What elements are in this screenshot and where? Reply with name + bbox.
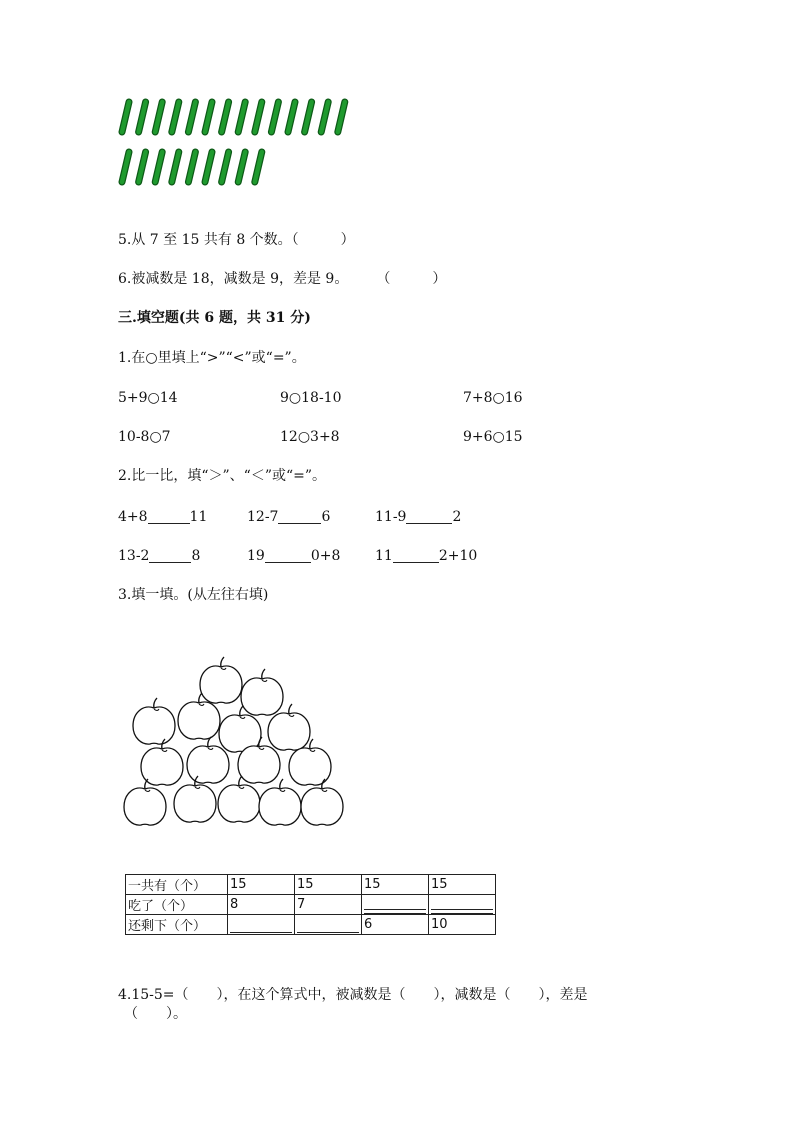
apple-icon (124, 779, 166, 825)
answer-line (364, 909, 426, 914)
problem-2-title: 2.比一比，填“＞”、“＜”或“=”。 (118, 468, 327, 484)
table-cell: 15 (228, 875, 295, 895)
table-cell: 还剩下（个） (126, 915, 228, 935)
problem-3-title: 3.填一填。(从左往右填) (118, 587, 269, 603)
p1-expr: 9○18-10 (280, 390, 342, 406)
question-5: 5.从 7 至 15 共有 8 个数。（ ） (118, 232, 355, 248)
p2-compare: 11-9 2 (375, 509, 462, 525)
p2-compare: 4+8 11 (118, 509, 208, 525)
table-cell: 10 (429, 915, 496, 935)
question-6: 6.被减数是 18，减数是 9，差是 9。 （ ） (118, 271, 447, 287)
table-cell: 15 (295, 875, 362, 895)
table-cell: 7 (295, 895, 362, 915)
apple-icon (133, 698, 175, 744)
answer-line (431, 909, 493, 914)
section-3-heading: 三.填空题(共 6 题，共 31 分) (118, 310, 311, 326)
apple-icon (200, 657, 242, 703)
apple-icon (259, 779, 301, 825)
table-cell: 15 (429, 875, 496, 895)
table-cell: 6 (362, 915, 429, 935)
apples-illustration (118, 655, 353, 830)
table-cell: 15 (362, 875, 429, 895)
table-row (126, 875, 496, 895)
answer-cell[interactable] (295, 915, 362, 935)
apple-icon (241, 669, 283, 715)
answer-line (297, 930, 359, 933)
apple-icon (141, 739, 183, 785)
apple-icon (174, 776, 216, 822)
problem-1-title: 1.在○里填上“>”“<”或“=”。 (118, 350, 306, 366)
p2-compare: 12-7 6 (247, 509, 331, 525)
apple-icon (301, 779, 343, 825)
p1-expr: 10-8○7 (118, 429, 171, 445)
p1-expr: 7+8○16 (463, 390, 523, 406)
problem-4-line-2: （ ）。 (124, 1006, 187, 1022)
p1-expr: 5+9○14 (118, 390, 178, 406)
counting-sticks-illustration (118, 98, 368, 190)
p2-compare: 13-2 8 (118, 548, 201, 564)
table-cell: 一共有（个） (126, 875, 228, 895)
problem-4-line-1: 4.15-5=（ ），在这个算式中，被减数是（ ），减数是（ ），差是 (118, 987, 588, 1003)
answer-cell[interactable] (228, 915, 295, 935)
p2-compare: 19 0+8 (247, 548, 341, 564)
p1-expr: 9+6○15 (463, 429, 523, 445)
answer-cell[interactable] (429, 895, 496, 915)
p1-expr: 12○3+8 (280, 429, 340, 445)
table-row (126, 915, 496, 935)
answer-cell[interactable] (362, 895, 429, 915)
stick-row-bottom (122, 152, 262, 182)
apples-table (125, 874, 496, 935)
table-cell: 吃了（个） (126, 895, 228, 915)
answer-line (230, 930, 292, 933)
p2-compare: 11 2+10 (375, 548, 478, 564)
stick-row-top (122, 102, 345, 132)
table-cell: 8 (228, 895, 295, 915)
table-row (126, 895, 496, 915)
